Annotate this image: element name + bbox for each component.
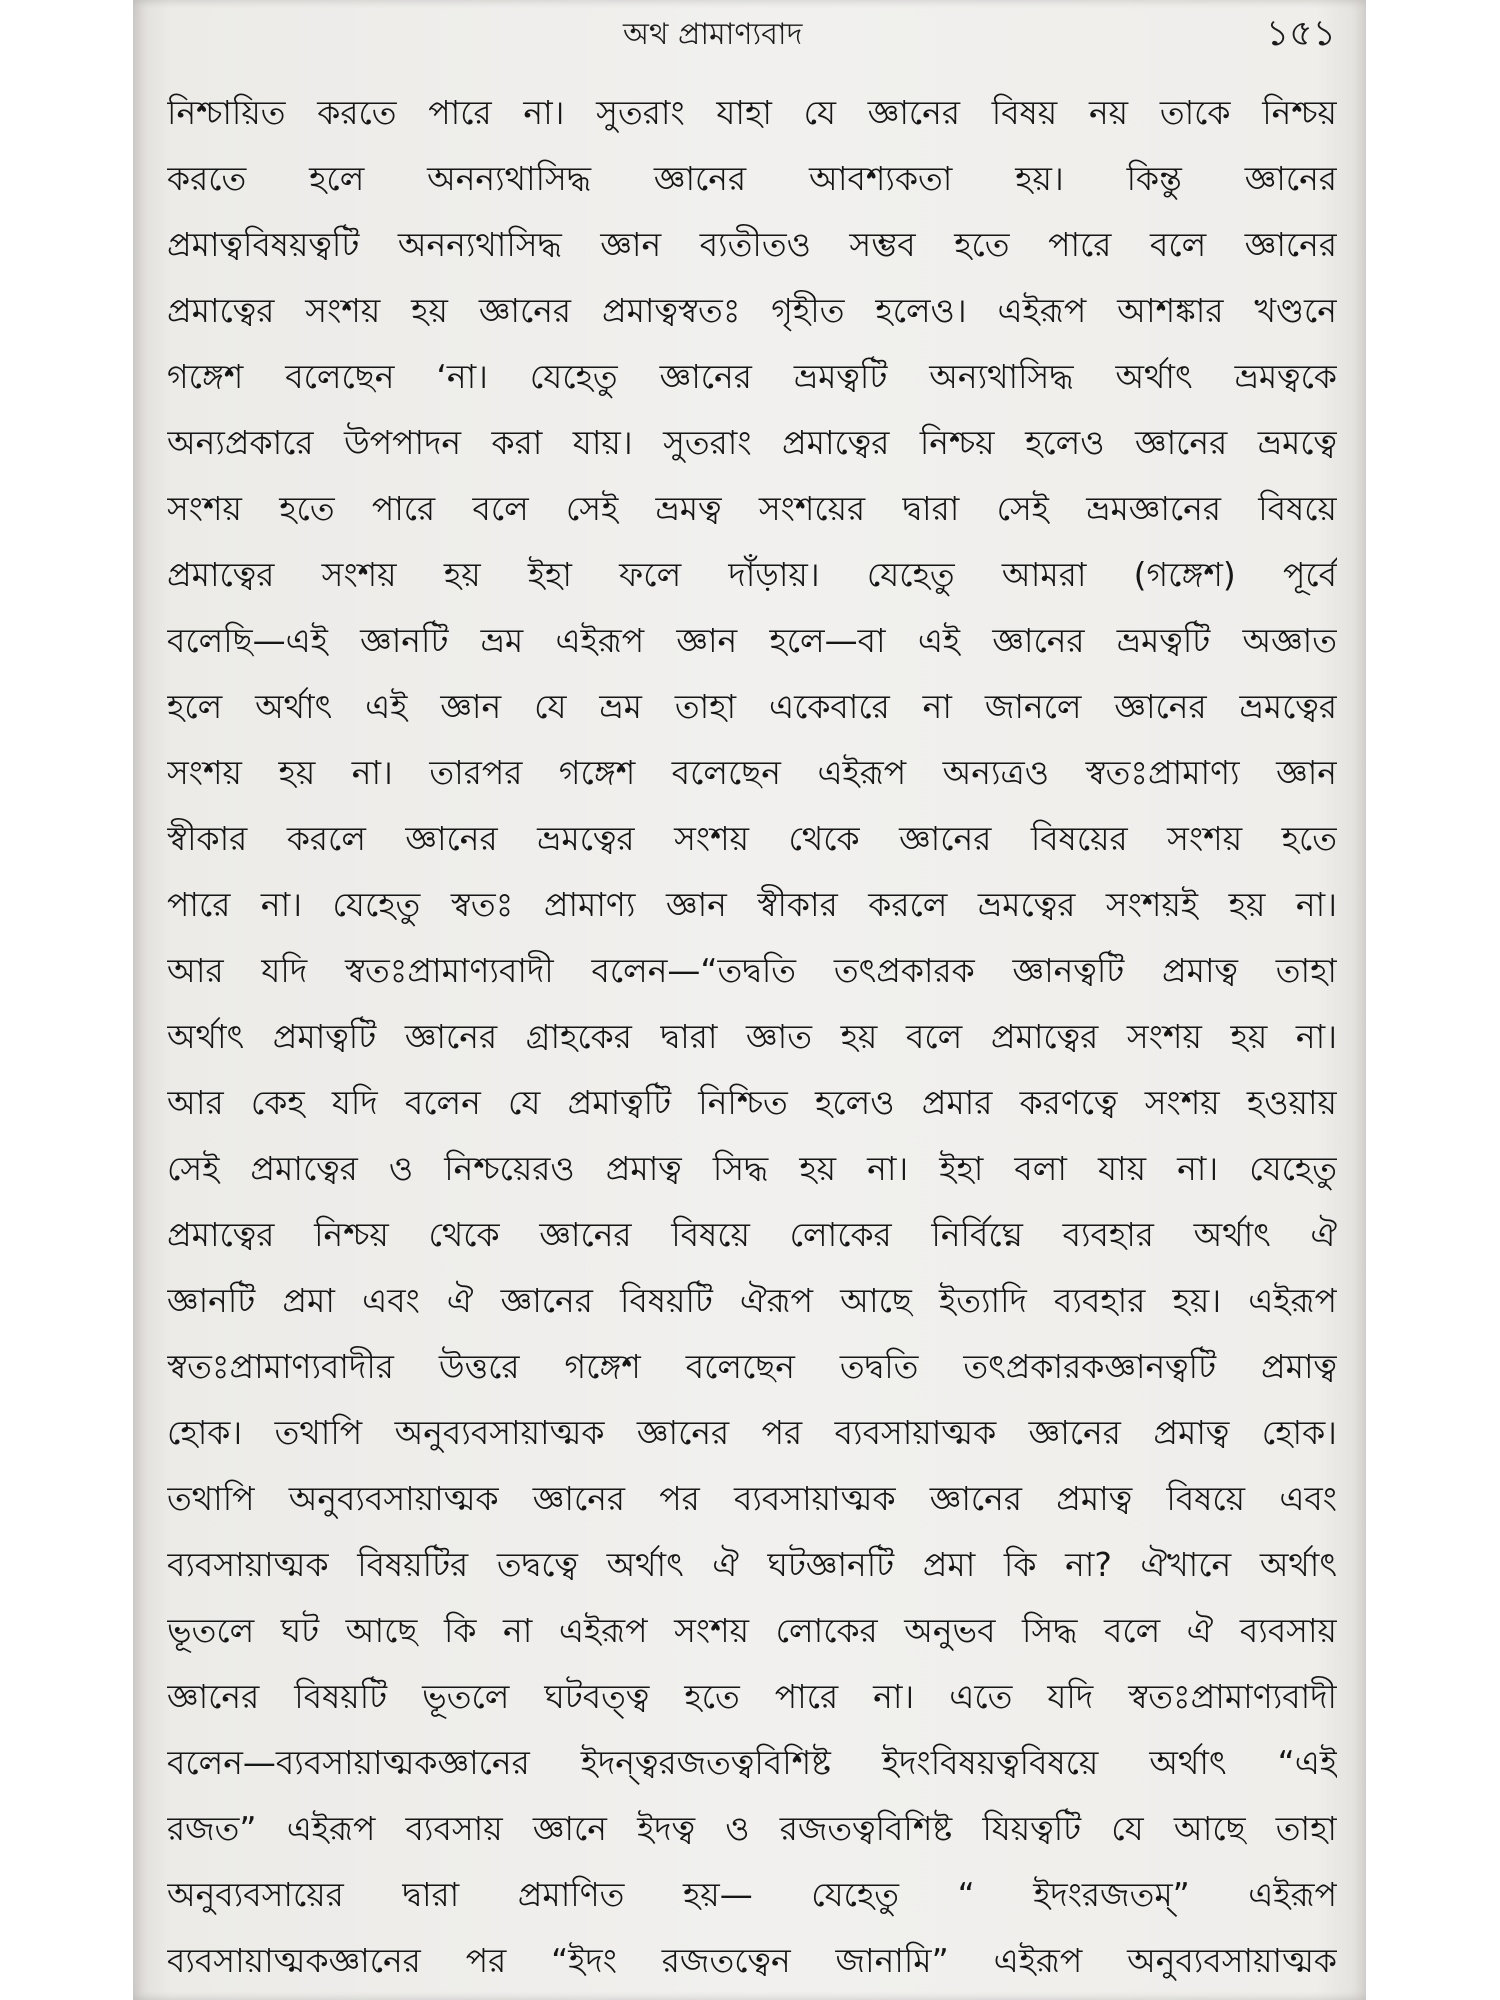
text-line: নিশ্চায়িত করতে পারে না। সুতরাং যাহা যে জ্ঞানের বিষয় নয় তাকে নিশ্চয়: [167, 93, 1337, 132]
text-line: করতে হলে অনন্যথাসিদ্ধ জ্ঞানের আবশ্যকতা হয়। কিন্তু জ্ঞানের: [167, 159, 1337, 198]
text-line: প্রমাত্বের সংশয় হয় ইহা ফলে দাঁড়ায়। যেহেতু আমরা (গঙ্গেশ) পূর্বে: [167, 555, 1337, 594]
text-line: তথাপি অনুব্যবসায়াত্মক জ্ঞানের পর ব্যবসায়াত্মক জ্ঞানের প্রমাত্ব বিষয়ে এবং: [167, 1479, 1337, 1518]
body-text: [167, 80, 1337, 1994]
text-line: সংশয় হয় না। তারপর গঙ্গেশ বলেছেন এইরূপ অন্যত্রও স্বতঃপ্রামাণ্য জ্ঞান: [167, 753, 1337, 792]
page-number: ১৫১: [1265, 13, 1336, 54]
text-line: অন্যপ্রকারে উপপাদন করা যায়। সুতরাং প্রমাত্বের নিশ্চয় হলেও জ্ঞানের ভ্রমত্বে: [167, 423, 1337, 462]
text-line: জ্ঞানটি প্রমা এবং ঐ জ্ঞানের বিষয়টি ঐরূপ আছে ইত্যাদি ব্যবহার হয়। এইরূপ: [167, 1281, 1337, 1320]
text-line: রজত” এইরূপ ব্যবসায় জ্ঞানে ইদত্ব ও রজতত্ববিশিষ্ট যিয়ত্বটি যে আছে তাহা: [167, 1809, 1337, 1848]
text-line: হলে অর্থাৎ এই জ্ঞান যে ভ্রম তাহা একেবারে না জানলে জ্ঞানের ভ্রমত্বের: [167, 687, 1337, 726]
text-line: আর কেহ যদি বলেন যে প্রমাত্বটি নিশ্চিত হলেও প্রমার করণত্বে সংশয় হওয়ায়: [167, 1083, 1337, 1122]
text-line: অর্থাৎ প্রমাত্বটি জ্ঞানের গ্রাহকের দ্বারা জ্ঞাত হয় বলে প্রমাত্বের সংশয় হয় না।: [167, 1017, 1337, 1056]
text-line: পারে না। যেহেতু স্বতঃ প্রামাণ্য জ্ঞান স্বীকার করলে ভ্রমত্বের সংশয়ই হয় না।: [167, 885, 1337, 924]
text-line: বলেন—ব্যবসায়াত্মকজ্ঞানের ইদন্ত্বরজতত্ববিশিষ্ট ইদংবিষয়ত্ববিষয়ে অর্থাৎ “এই: [167, 1743, 1337, 1782]
text-line: স্বীকার করলে জ্ঞানের ভ্রমত্বের সংশয় থেকে জ্ঞানের বিষয়ের সংশয় হতে: [167, 819, 1337, 858]
running-title: অথ প্রামাণ্যবাদ: [623, 17, 803, 52]
text-line: জ্ঞানের বিষয়টি ভূতলে ঘটবত্ত্ব হতে পারে না। এতে যদি স্বতঃপ্রামাণ্যবাদী: [167, 1677, 1337, 1716]
text-line: ভূতলে ঘট আছে কি না এইরূপ সংশয় লোকের অনুভব সিদ্ধ বলে ঐ ব্যবসায়: [167, 1611, 1337, 1650]
text-line: স্বতঃপ্রামাণ্যবাদীর উত্তরে গঙ্গেশ বলেছেন তদ্বতি তৎপ্রকারকজ্ঞানত্বটি প্রমাত্ব: [167, 1347, 1337, 1386]
text-line: প্রমাত্ববিষয়ত্বটি অনন্যথাসিদ্ধ জ্ঞান ব্যতীতও সম্ভব হতে পারে বলে জ্ঞানের: [167, 225, 1337, 264]
paper-sheet: [133, 0, 1366, 2000]
text-line: ব্যবসায়াত্মক বিষয়টির তদ্বত্বে অর্থাৎ ঐ ঘটজ্ঞানটি প্রমা কি না? ঐখানে অর্থাৎ: [167, 1545, 1337, 1584]
text-line: প্রমাত্বের সংশয় হয় জ্ঞানের প্রমাত্বস্বতঃ গৃহীত হলেও। এইরূপ আশঙ্কার খণ্ডনে: [167, 291, 1337, 330]
text-line: ব্যবসায়াত্মকজ্ঞানের পর “ইদং রজতত্বেন জানামি” এইরূপ অনুব্যবসায়াত্মক: [167, 1941, 1337, 1980]
text-line: আর যদি স্বতঃপ্রামাণ্যবাদী বলেন—“তদ্বতি তৎপ্রকারক জ্ঞানত্বটি প্রমাত্ব তাহা: [167, 951, 1337, 990]
running-head: [133, 6, 1366, 54]
text-line: বলেছি—এই জ্ঞানটি ভ্রম এইরূপ জ্ঞান হলে—বা এই জ্ঞানের ভ্রমত্বটি অজ্ঞাত: [167, 621, 1337, 660]
text-line: হোক। তথাপি অনুব্যবসায়াত্মক জ্ঞানের পর ব্যবসায়াত্মক জ্ঞানের প্রমাত্ব হোক।: [167, 1413, 1337, 1452]
text-line: গঙ্গেশ বলেছেন ‘না। যেহেতু জ্ঞানের ভ্রমত্বটি অন্যথাসিদ্ধ অর্থাৎ ভ্রমত্বকে: [167, 357, 1337, 396]
text-line: সেই প্রমাত্বের ও নিশ্চয়েরও প্রমাত্ব সিদ্ধ হয় না। ইহা বলা যায় না। যেহেতু: [167, 1149, 1337, 1188]
text-line: সংশয় হতে পারে বলে সেই ভ্রমত্ব সংশয়ের দ্বারা সেই ভ্রমজ্ঞানের বিষয়ে: [167, 489, 1337, 528]
text-line: অনুব্যবসায়ের দ্বারা প্রমাণিত হয়— যেহেতু “ ইদংরজতম্” এইরূপ: [167, 1875, 1337, 1914]
text-line: প্রমাত্বের নিশ্চয় থেকে জ্ঞানের বিষয়ে লোকের নির্বিঘ্নে ব্যবহার অর্থাৎ ঐ: [167, 1215, 1337, 1254]
